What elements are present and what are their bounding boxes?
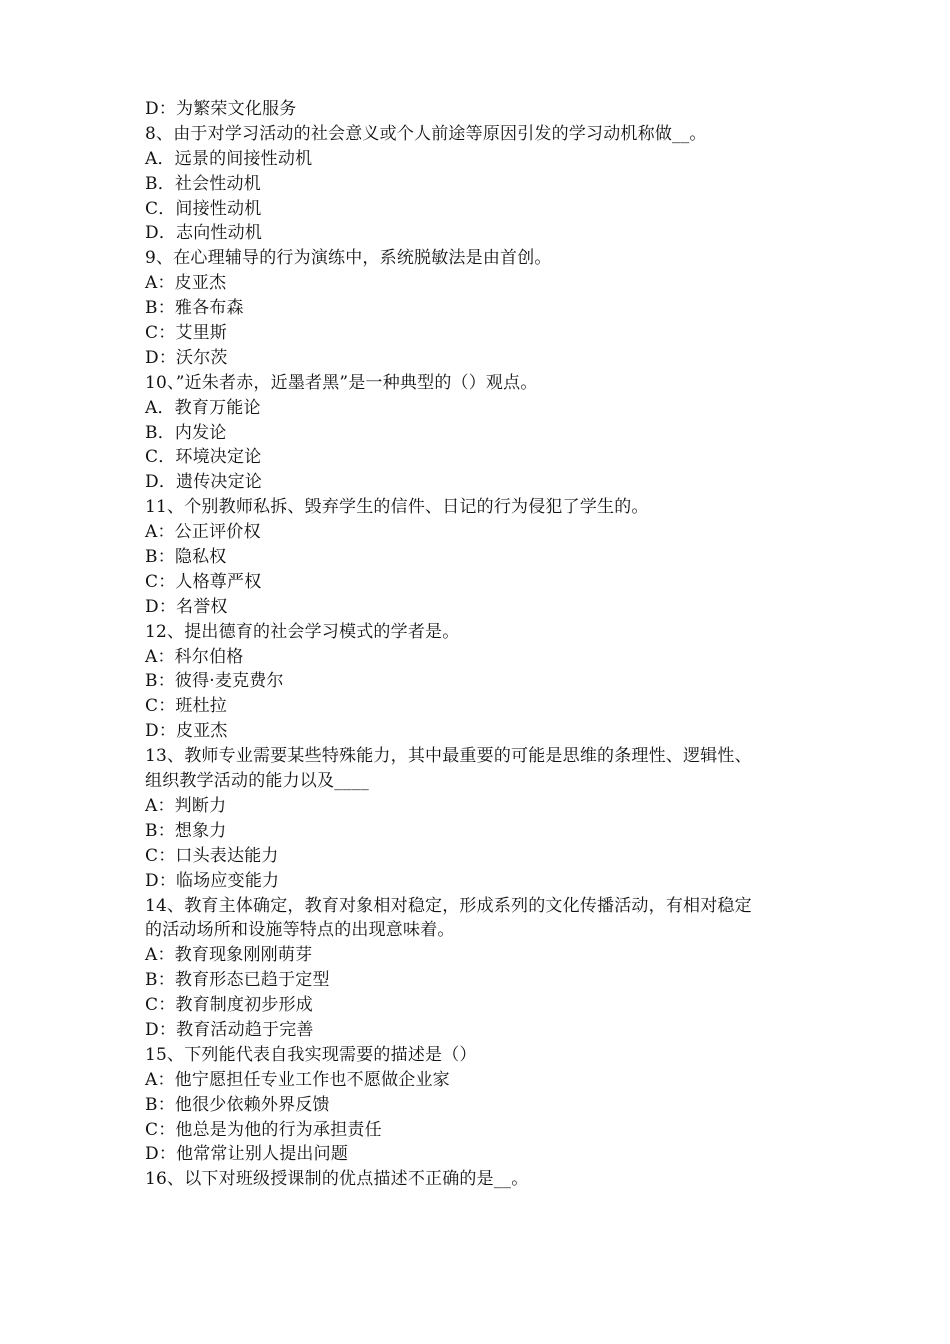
option-d-line: D：为繁荣文化服务: [145, 99, 297, 119]
option-d-line: D：教育活动趋于完善: [145, 1019, 314, 1040]
option-d-line: D：沃尔茨: [145, 347, 228, 368]
option-b-line: B：隐私权: [145, 547, 227, 568]
option-b-line: B：彼得·麦克费尔: [145, 671, 284, 692]
option-c-line: C：艾里斯: [145, 323, 228, 344]
option-c-line: C：口头表达能力: [145, 845, 279, 866]
option-d-line: D．遗传决定论: [145, 472, 263, 493]
option-a-line: A：科尔伯格: [145, 646, 244, 667]
option-b-line: B．社会性动机: [145, 173, 261, 194]
option-a-line: A：判断力: [145, 795, 227, 816]
question-13: 13、教师专业需要某些特殊能力，其中最重要的可能是思维的条理性、逻辑性、: [145, 746, 752, 767]
option-a-line: A：教育现象刚刚萌芽: [145, 945, 313, 966]
question-16: 16、以下对班级授课制的优点描述不正确的是__。: [145, 1169, 529, 1190]
option-d-line: D：名誉权: [145, 596, 228, 617]
option-d-line: D：临场应变能力: [145, 870, 280, 891]
question-12: 12、提出德育的社会学习模式的学者是。: [145, 621, 460, 642]
option-d-line: D：皮亚杰: [145, 721, 228, 742]
option-c-line: C：人格尊严权: [145, 571, 262, 592]
option-c-line: C：教育制度初步形成: [145, 995, 314, 1016]
option-a-line: A．远景的间接性动机: [145, 148, 313, 169]
option-b-line: B：他很少依赖外界反馈: [145, 1094, 330, 1115]
question-9: 9、在心理辅导的行为演练中，系统脱敏法是由首创。: [145, 248, 552, 269]
option-a-line: A：公正评价权: [145, 522, 261, 543]
option-b-line: B：想象力: [145, 820, 227, 841]
question-14: 14、教育主体确定，教育对象相对稳定，形成系列的文化传播活动，有相对稳定: [145, 895, 752, 916]
option-c-line: C．间接性动机: [145, 198, 262, 219]
question-15: 15、下列能代表自我实现需要的描述是（）: [145, 1044, 477, 1065]
option-c-line: C：班杜拉: [145, 696, 228, 717]
question-11: 11、个别教师私拆、毁弃学生的信件、日记的行为侵犯了学生的。: [145, 497, 649, 518]
option-d-line: D．志向性动机: [145, 223, 263, 244]
option-b-line: B．内发论: [145, 422, 227, 443]
question-13-continued: 组织教学活动的能力以及____: [145, 771, 369, 792]
option-a-line: A．教育万能论: [145, 397, 261, 418]
option-b-line: B：雅各布森: [145, 298, 244, 319]
option-b-line: B：教育形态已趋于定型: [145, 970, 330, 991]
option-d-line: D：他常常让别人提出问题: [145, 1144, 349, 1165]
question-8: 8、由于对学习活动的社会意义或个人前途等原因引发的学习动机称做__。: [145, 123, 707, 144]
option-c-line: C．环境决定论: [145, 447, 262, 468]
question-10: 10、”近朱者赤，近墨者黑”是一种典型的（）观点。: [145, 372, 538, 393]
option-a-line: A：他宁愿担任专业工作也不愿做企业家: [145, 1069, 450, 1090]
option-c-line: C：他总是为他的行为承担责任: [145, 1119, 382, 1140]
question-14-continued: 的活动场所和设施等特点的出现意味着。: [145, 920, 455, 941]
option-a-line: A：皮亚杰: [145, 273, 227, 294]
document-page: [145, 97, 825, 1192]
